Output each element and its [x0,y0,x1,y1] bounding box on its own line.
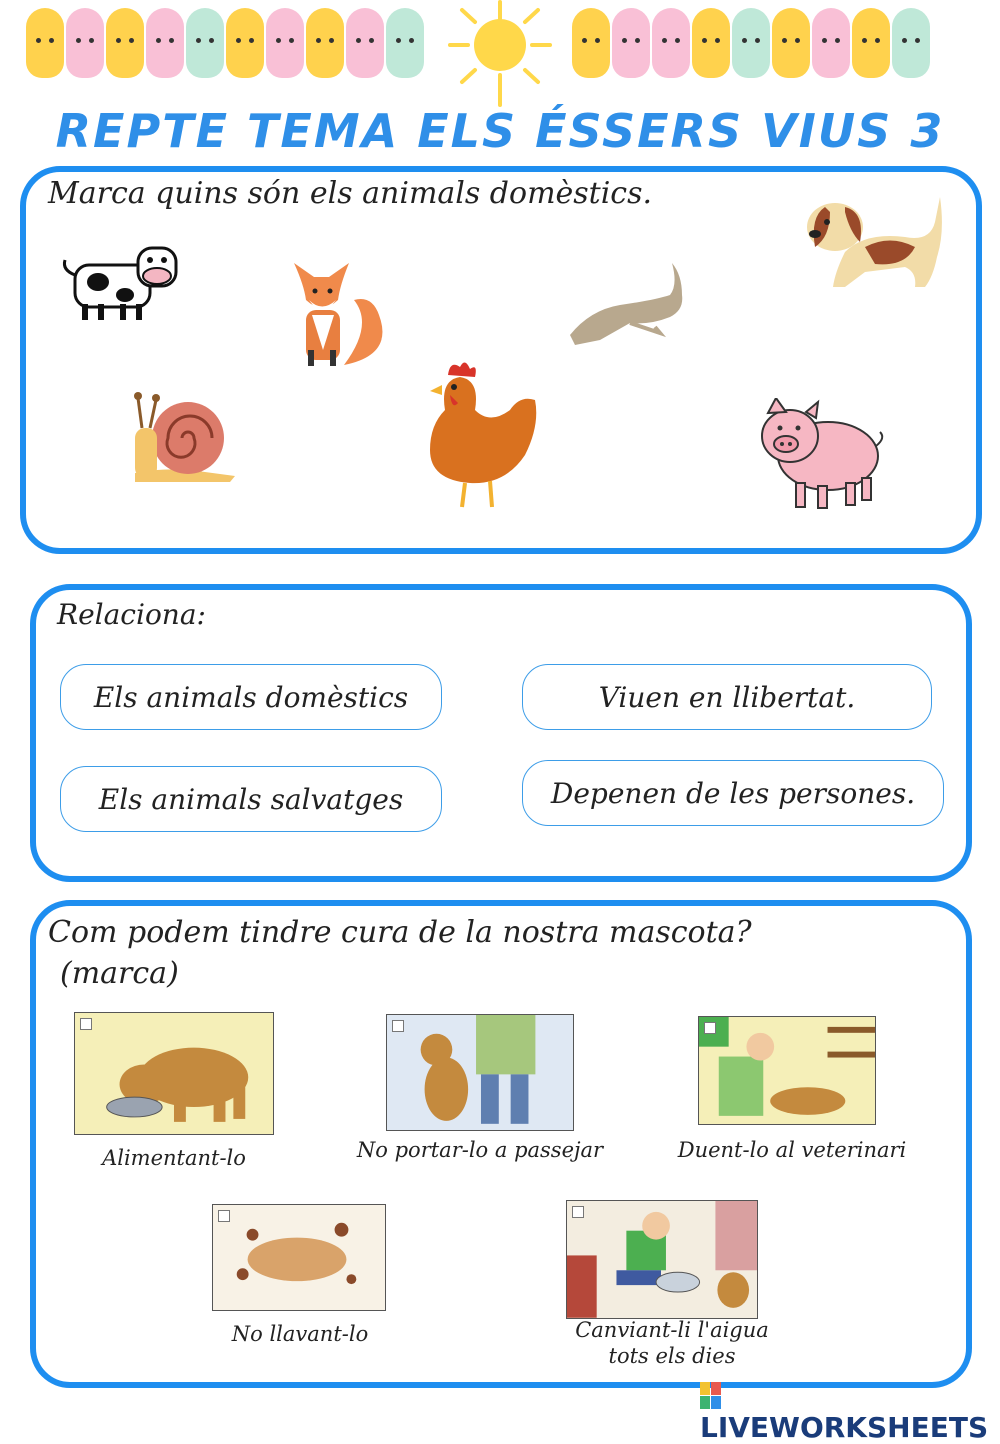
cow-icon[interactable] [60,240,180,325]
logo-text: LIVEWORKSHEETS [700,1411,989,1444]
page-title: REPTE TEMA ELS ÉSSERS VIUS 3 [55,104,945,158]
critter-icon [266,8,304,78]
critter-icon [692,8,730,78]
snail-icon[interactable] [130,388,238,484]
critter-icon [226,8,264,78]
option-water[interactable] [566,1200,758,1318]
match-left-wild[interactable]: Els animals salvatges [60,766,442,832]
critter-icon [812,8,850,78]
option-vet[interactable] [698,1016,876,1124]
liveworksheets-logo-icon [700,1382,722,1410]
hen-icon[interactable] [420,355,545,515]
option-not-walking[interactable] [386,1014,574,1130]
caption-vet: Duent-lo al veterinari [677,1138,907,1162]
critter-icon [892,8,930,78]
critter-banner-left [26,8,424,86]
changing-water-image [566,1200,758,1319]
caption-water-line1: Canviant-li l'aigua [575,1318,769,1342]
dog-on-leash-image [386,1014,574,1131]
critter-icon [572,8,610,78]
checkbox-water[interactable] [572,1206,584,1218]
critter-icon [306,8,344,78]
checkbox-not-washing[interactable] [218,1210,230,1222]
critter-icon [732,8,770,78]
match-right-freedom[interactable]: Viuen en llibertat. [522,664,932,730]
dirty-dog-image [212,1204,386,1311]
hare-icon[interactable] [560,255,690,350]
match-right-depend[interactable]: Depenen de les persones. [522,760,944,826]
liveworksheets-logo [700,1378,1000,1444]
critter-icon [186,8,224,78]
option-feeding[interactable] [74,1012,274,1134]
section3-prompt-sub: (marca) [60,956,179,991]
critter-icon [386,8,424,78]
sun-icon [440,0,560,110]
critter-icon [652,8,690,78]
critter-icon [66,8,104,78]
critter-icon [852,8,890,78]
feeding-dog-image [74,1012,274,1135]
critter-icon [772,8,810,78]
match-left-domestic[interactable]: Els animals domèstics [60,664,442,730]
caption-not-washing: No llavant-lo [231,1322,369,1346]
critter-icon [146,8,184,78]
section3-prompt: Com podem tindre cura de la nostra mascota? [48,915,752,950]
section1-prompt: Marca quins són els animals domèstics. [48,176,653,211]
option-not-washing[interactable] [212,1204,386,1310]
caption-water-line2: tots els dies [608,1344,736,1368]
fox-icon[interactable] [284,255,394,373]
checkbox-vet[interactable] [704,1022,716,1034]
caption-not-walking: No portar-lo a passejar [356,1138,604,1162]
critter-icon [612,8,650,78]
caption-feeding: Alimentant-lo [102,1146,246,1170]
critter-banner-right [572,8,930,86]
pig-icon[interactable] [758,398,886,513]
critter-icon [106,8,144,78]
checkbox-not-walking[interactable] [392,1020,404,1032]
critter-icon [26,8,64,78]
critter-icon [346,8,384,78]
dog-icon[interactable] [805,192,945,297]
checkbox-feeding[interactable] [80,1018,92,1030]
vet-image [698,1016,876,1125]
section2-prompt: Relaciona: [57,598,206,631]
